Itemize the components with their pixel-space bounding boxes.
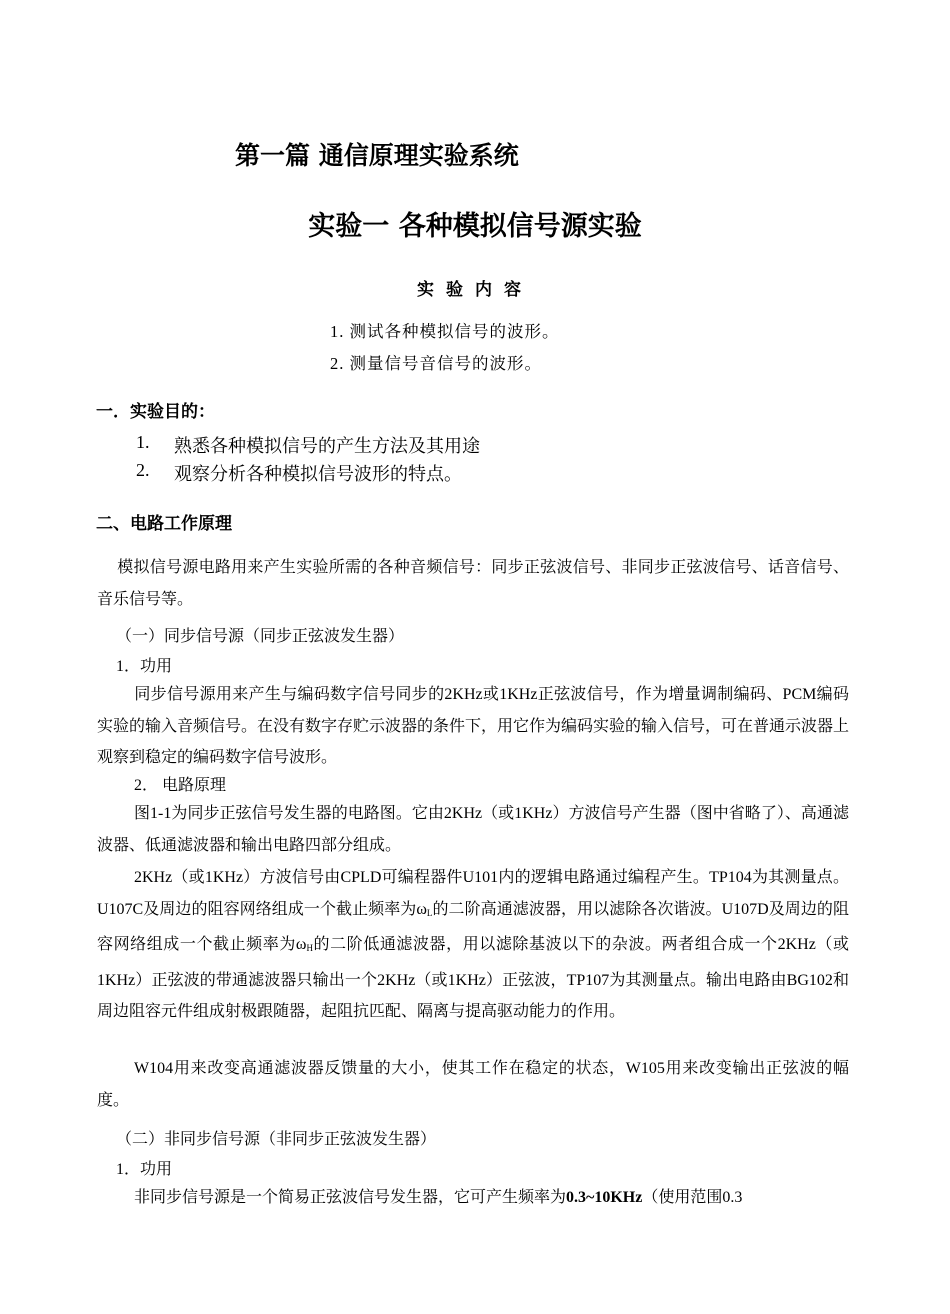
part-title: 第一篇 通信原理实验系统 bbox=[235, 141, 519, 170]
sub1-function-heading: 1．功用 bbox=[116, 658, 173, 675]
objective-number: 1. bbox=[136, 432, 150, 452]
intro-text: 模拟信号源电路用来产生实验所需的各种音频信号：同步正弦波信号、非同步正弦波信号、话音信号、音乐信号等。 bbox=[97, 559, 849, 608]
experiment-title: 实验一 各种模拟信号源实验 bbox=[308, 211, 642, 242]
content-item: 2. 测量信号音信号的波形。 bbox=[330, 354, 542, 373]
content-item: 1. 测试各种模拟信号的波形。 bbox=[330, 322, 560, 341]
sub1-function-paragraph bbox=[97, 679, 849, 774]
principle-text-2c: 的二阶低通滤波器，用以滤除基波以下的杂波。两者组合成一个2KHz（或1KHz）正弦波的带通滤波器只输出一个2KHz（或1KHz）正弦波，TP107为其测量点。输出电路由BG102和周边阻容元件组成射极跟随器，起阻抗匹配、隔离与提高驱动能力的作用。 bbox=[97, 936, 849, 1021]
objective-text: 观察分析各种模拟信号波形的特点。 bbox=[174, 464, 462, 484]
sub1-function-text: 同步信号源用来产生与编码数字信号同步的2KHz或1KHz正弦波信号，作为增量调制编码、PCM编码实验的输入音频信号。在没有数字存贮示波器的条件下，用它作为编码实验的输入信号，可在普通示波器上观察到稳定的编码数字信号波形。 bbox=[97, 686, 850, 767]
principle-paragraph-1 bbox=[97, 798, 849, 861]
objective-number: 2. bbox=[136, 460, 150, 480]
principle-text-2a: 2KHz（或1KHz）方波信号由CPLD可编程器件U101内的逻辑电路通过编程产生。TP104为其测量点。U107C及周边的阻容网络组成一个截止频率为 bbox=[97, 869, 849, 918]
objective-text: 熟悉各种模拟信号的产生方法及其用途 bbox=[174, 436, 480, 456]
principle-text-3: W104用来改变高通滤波器反馈量的大小，使其工作在稳定的状态，W105用来改变输出正弦波的幅度。 bbox=[97, 1060, 849, 1109]
sub1-title: （一）同步信号源（同步正弦波发生器） bbox=[116, 628, 405, 645]
sub2-function-text-a: 非同步信号源是一个简易正弦波信号发生器，它可产生频率为 bbox=[134, 1189, 567, 1206]
section1-heading: 一．实验目的： bbox=[96, 402, 215, 422]
principle-text-2b: 的二阶高通滤波器，用以滤除各次谐波。U107D及周边的阻容网络组成一个截止频率为 bbox=[97, 900, 849, 954]
principle-paragraph-3 bbox=[97, 1053, 849, 1116]
sub2-function-heading: 1．功用 bbox=[116, 1161, 173, 1178]
sub2-function-text-b: （使用范围0.3 bbox=[642, 1189, 743, 1206]
sub2-title: （二）非同步信号源（非同步正弦波发生器） bbox=[116, 1131, 437, 1148]
principle-paragraph-2 bbox=[97, 862, 849, 1028]
omega-symbol: ω bbox=[295, 936, 307, 954]
omega-symbol: ω bbox=[416, 900, 427, 918]
content-heading: 实验内容 bbox=[417, 280, 533, 299]
section2-heading: 二、电路工作原理 bbox=[96, 514, 232, 534]
omega-subscript-l: L bbox=[426, 907, 433, 918]
omega-subscript-h: H bbox=[306, 943, 313, 954]
principle-text-1: 图1-1为同步正弦信号发生器的电路图。它由2KHz（或1KHz）方波信号产生器（图中省略了）、高通滤波器、低通滤波器和输出电路四部分组成。 bbox=[97, 805, 849, 854]
frequency-range: 0.3~10KHz bbox=[566, 1189, 643, 1206]
sub1-principle-heading: 2． 电路原理 bbox=[134, 777, 227, 794]
sub2-function-paragraph bbox=[97, 1182, 849, 1214]
intro-paragraph bbox=[97, 552, 849, 615]
